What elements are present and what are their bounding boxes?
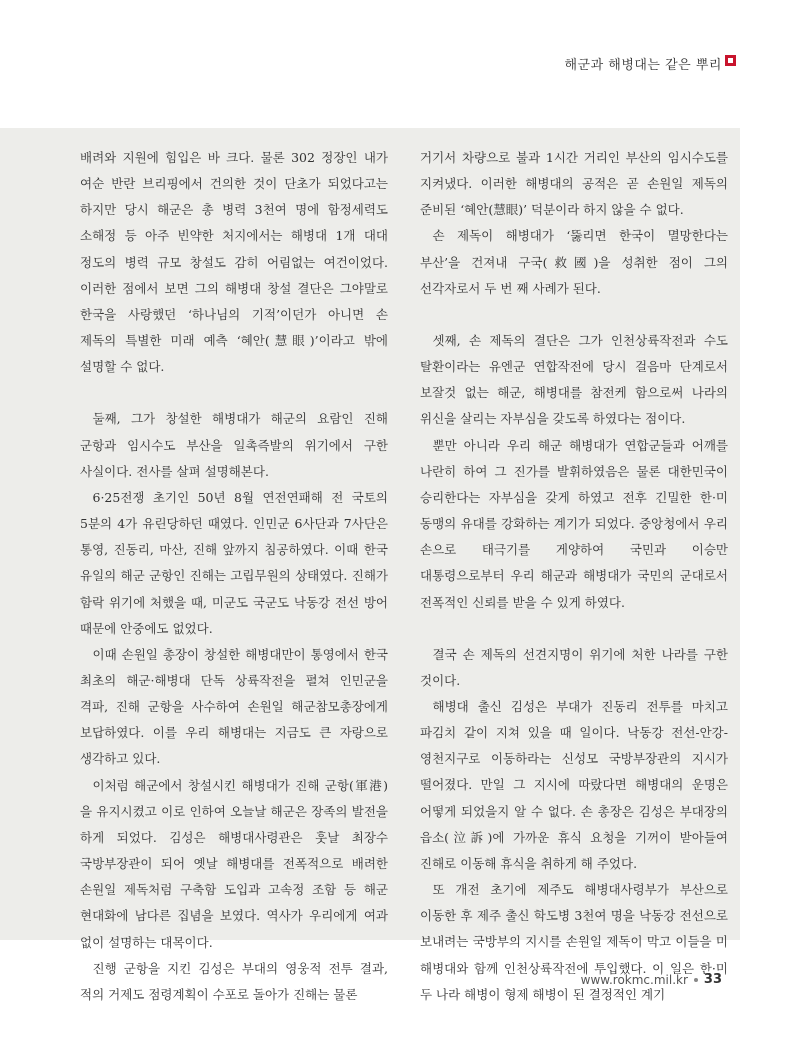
article-column-left [80,145,388,1008]
paragraph: 셋째, 손 제독의 결단은 그가 인천상륙작전과 수도 탈환이라는 유엔군 연합작전에 당시 걸음마 단계로서 보잘것 없는 해군, 해병대를 참전케 함으로써 나라의 위신을 살리는 자부심을 갖도록 하였다는 점이다. [420,332,728,427]
website-url: www.rokmc.mil.kr [580,972,688,987]
paragraph: 진행 군항을 지킨 김성은 부대의 영웅적 전투 결과, 적의 거제도 점령계획이 수포로 돌아가 진해는 물론 [80,960,388,1002]
paragraph: 이때 손원일 총장이 창설한 해병대만이 통영에서 한국 최초의 해군·해병대 단독 상륙작전을 펼쳐 인민군을 격파, 진해 군항을 사수하여 손원일 해군참모총장에게 보답하였다. 이를 우리 해병대는 지금도 큰 자랑으로 생각하고 있다. [80,646,388,767]
running-title: 해군과 해병대는 같은 뿌리 [564,58,722,73]
paragraph: 해병대 출신 김성은 부대가 진동리 전투를 마치고 파김치 같이 지쳐 있을 때 일이다. 낙동강 전선-안강-영천지구로 이동하라는 신성모 국방부장관의 지시가 떨어졌다. 만일 그 지시에 따랐다면 해병대의 운명은 어떻게 되었을지 알 수 없다. 손 총장은 김성은 부대장의 읍소(泣訴)에 가까운 휴식 요청을 기꺼이 받아들여 진해로 이동해 휴식을 취하게 해 주었다. [420,698,728,871]
paragraph: 이처럼 해군에서 창설시킨 해병대가 진해 군항(軍港)을 유지시켰고 이로 인하여 오늘날 해군은 장족의 발전을 하게 되었다. 김성은 해병대사령관은 훗날 최장수 국방부장관이 되어 옛날 해병대를 전폭적으로 배려한 손원일 제독처럼 구축함 도입과 고속정 조함 등 해군 현대화에 남다른 집념을 보였다. 역사가 우리에게 여과 없이 설명하는 대목이다. [80,777,388,950]
page-footer [581,972,722,987]
paragraph: 거기서 차량으로 불과 1시간 거리인 부산의 임시수도를 지켜냈다. 이러한 해병대의 공적은 곧 손원일 제독의 준비된 ‘혜안(慧眼)’ 덕분이라 하지 않을 수 없다. [420,150,728,218]
bullet-icon [694,978,698,982]
paragraph: 결국 손 제독의 선견지명이 위기에 처한 나라를 구한 것이다. [420,646,728,688]
paragraph: 둘째, 그가 창설한 해병대가 해군의 요람인 진해 군항과 임시수도 부산을 일촉즉발의 위기에서 구한 사실이다. 전사를 살펴 설명해본다. [80,411,388,479]
page-header [0,0,792,128]
paragraph: 손 제독이 해병대가 ‘뚫리면 한국이 멸망한다는 부산’을 건져내 구국(救國)을 성취한 점이 그의 선각자로서 두 번 째 사례가 된다. [420,228,728,296]
article-column-right [420,145,728,1008]
paragraph: 배려와 지원에 힘입은 바 크다. 물론 302 정장인 내가 여순 반란 브리핑에서 건의한 것이 단초가 되었다고는 하지만 당시 해군은 총 병력 3천여 명에 함정세력도 소해정 등 아주 빈약한 처지에서는 해병대 1개 대대 정도의 병력 규모 창설도 감히 어림없는 여건이었다. 이러한 점에서 보면 그의 해병대 창설 결단은 그야말로 한국을 사랑했던 ‘하나님의 기적’이던가 아니면 손 제독의 특별한 미래 예측 ‘혜안(慧眼)’이라고 밖에 설명할 수 없다. [80,150,388,375]
page-number: 33 [703,972,722,987]
section-marker-icon [725,55,736,66]
paragraph: 6·25전쟁 초기인 50년 8월 연전연패해 전 국토의 5분의 4가 유린당하던 때였다. 인민군 6사단과 7사단은 통영, 진동리, 마산, 진해 앞까지 침공하였다. 이때 한국 유일의 해군 군항인 진해는 고립무원의 상태였다. 진해가 함락 위기에 처했을 때, 미군도 국군도 낙동강 전선 방어 때문에 안중에도 없었다. [80,489,388,636]
paragraph: 또 개전 초기에 제주도 해병대사령부가 부산으로 이동한 후 제주 출신 학도병 3천여 명을 낙동강 전선으로 보내려는 국방부의 지시를 손원일 제독이 막고 이들을 미 해병대와 함께 인천상륙작전에 투입했다. 이 일은 한·미 두 나라 해병이 형제 해병이 된 결정적인 계기 [420,882,728,1002]
paragraph: 뿐만 아니라 우리 해군 해병대가 연합군들과 어깨를 나란히 하여 그 진가를 발휘하였음은 물론 대한민국이 승리한다는 자부심을 갖게 하였고 전후 긴밀한 한·미 동맹의 유대를 강화하는 계기가 되었다. 중앙청에서 우리 손으로 태극기를 게양하여 국민과 이승만 대통령으로부터 우리 해군과 해병대가 국민의 군대로서 전폭적인 신뢰를 받을 수 있게 하였다. [420,437,728,610]
